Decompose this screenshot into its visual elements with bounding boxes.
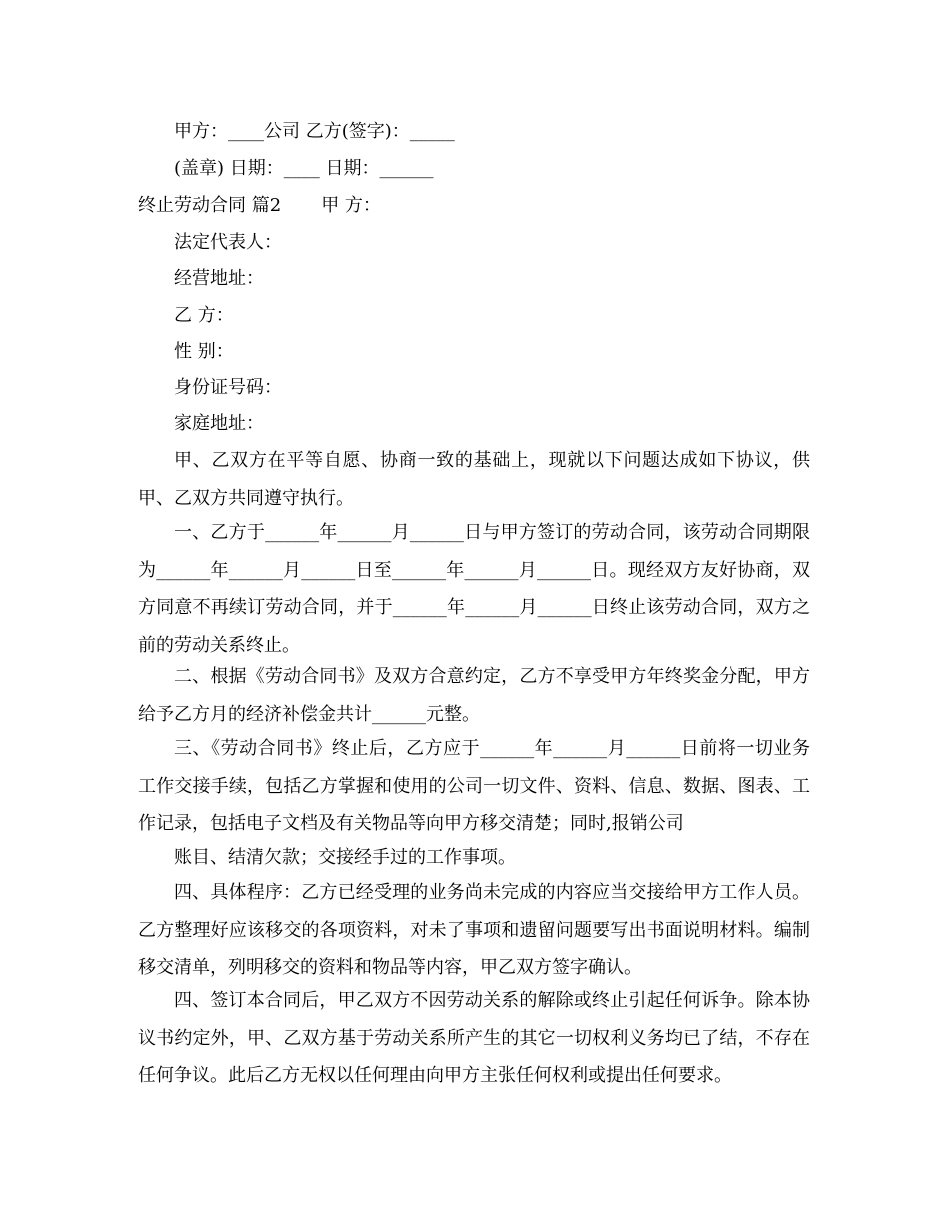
paragraph-clause-2: 二、根据《劳动合同书》及双方合意约定，乙方不享受甲方年终奖金分配，甲方给予乙方月的经济补偿金共计______元整。 bbox=[138, 666, 810, 725]
paragraph-clause-1: 一、乙方于______年______月______日与甲方签订的劳动合同，该劳动合同期限为______年______月______日至______年______月______日。现经双方友好协商，双方同意不再续订劳动合同，并于______年______月______日终止该劳动合同，双方之前的劳动关系终止。 bbox=[138, 522, 810, 656]
field-home-address: 家庭地址： bbox=[174, 413, 264, 434]
signature-line-1: 甲方：____公司 乙方(签字)：_____ bbox=[174, 121, 455, 142]
section-title: 终止劳动合同 篇2 bbox=[138, 195, 282, 216]
field-business-address: 经营地址： bbox=[174, 268, 264, 289]
signature-line-2: (盖章) 日期：____ 日期：______ bbox=[174, 158, 434, 179]
field-gender: 性 别： bbox=[174, 341, 234, 362]
field-legal-representative: 法定代表人： bbox=[174, 232, 282, 253]
paragraph-clause-5: 四、签订本合同后，甲乙双方不因劳动关系的解除或终止引起任何诉争。除本协议书约定外，甲、乙双方基于劳动关系所产生的其它一切权利义务均已了结，不存在任何争议。此后乙方无权以任何理由向甲方主张任何权利或提出任何要求。 bbox=[138, 990, 810, 1087]
field-party-b: 乙 方： bbox=[174, 305, 234, 326]
field-id-number: 身份证号码： bbox=[174, 377, 282, 398]
paragraph-intro: 甲、乙双方在平等自愿、协商一致的基础上，现就以下问题达成如下协议，供甲、乙双方共同遵守执行。 bbox=[138, 450, 810, 509]
paragraph-clause-3: 三、《劳动合同书》终止后，乙方应于______年______月______日前将一切业务工作交接手续，包括乙方掌握和使用的公司一切文件、资料、信息、数据、图表、工作记录，包括电子文档及有关物品等向甲方移交清楚；同时,报销公司 bbox=[138, 738, 810, 835]
paragraph-clause-4: 四、具体程序：乙方已经受理的业务尚未完成的内容应当交接给甲方工作人员。乙方整理好应该移交的各项资料，对未了事项和遗留问题要写出书面说明材料。编制移交清单，列明移交的资料和物品等内容，甲乙双方签字确认。 bbox=[138, 882, 810, 979]
section-heading bbox=[138, 194, 381, 218]
paragraph-clause-3-continued: 账目、结清欠款；交接经手过的工作事项。 bbox=[174, 847, 516, 868]
party-a-label: 甲 方： bbox=[321, 195, 381, 216]
